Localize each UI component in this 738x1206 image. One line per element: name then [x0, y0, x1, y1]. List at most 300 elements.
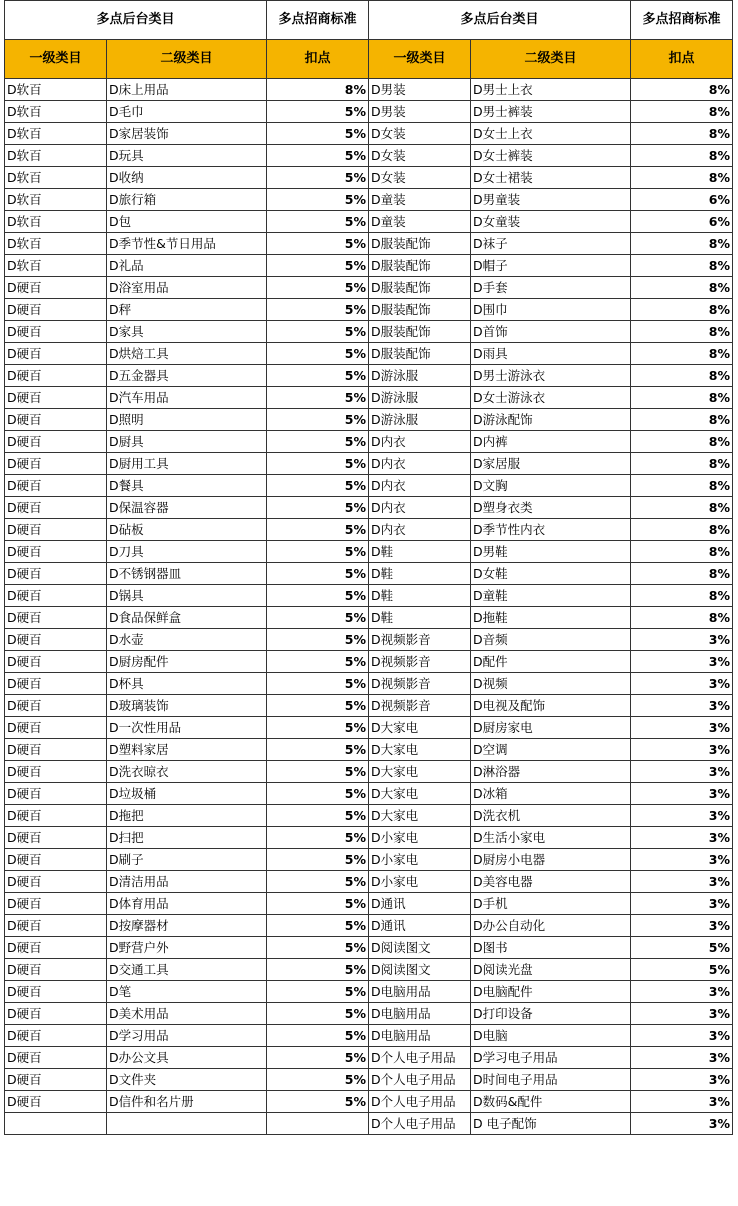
- right-level1-cell: D大家电: [369, 783, 471, 805]
- right-level2-cell: D电脑: [471, 1025, 631, 1047]
- left-level2-cell: D厨具: [107, 431, 267, 453]
- right-rate-cell: 5%: [631, 959, 733, 981]
- table-row: [5, 453, 733, 475]
- right-level1-cell: D大家电: [369, 805, 471, 827]
- left-level2-cell: D礼品: [107, 255, 267, 277]
- right-level1-cell: D童装: [369, 189, 471, 211]
- left-level2-cell: D塑料家居: [107, 739, 267, 761]
- right-rate-cell: 3%: [631, 981, 733, 1003]
- table-row: [5, 255, 733, 277]
- right-level1-cell: D视频影音: [369, 673, 471, 695]
- left-level1-cell: D硬百: [5, 629, 107, 651]
- right-level2-cell: D游泳配饰: [471, 409, 631, 431]
- right-rate-cell: 8%: [631, 255, 733, 277]
- left-level2-cell: D刀具: [107, 541, 267, 563]
- right-level2-cell: D男士游泳衣: [471, 365, 631, 387]
- left-level1-cell: D硬百: [5, 761, 107, 783]
- right-level2-cell: D配件: [471, 651, 631, 673]
- right-level1-cell: D个人电子用品: [369, 1069, 471, 1091]
- right-level2-cell: D手套: [471, 277, 631, 299]
- right-rate-cell: 8%: [631, 453, 733, 475]
- left-rate-cell: 5%: [267, 211, 369, 233]
- right-rate-cell: 8%: [631, 365, 733, 387]
- right-level1-cell: D视频影音: [369, 629, 471, 651]
- right-rate-cell: 8%: [631, 343, 733, 365]
- left-rate-cell: 5%: [267, 739, 369, 761]
- left-rate-cell: 5%: [267, 343, 369, 365]
- left-rate-cell: 5%: [267, 937, 369, 959]
- left-rate-cell: 5%: [267, 717, 369, 739]
- right-level1-cell: D女装: [369, 167, 471, 189]
- left-level2-cell: D学习用品: [107, 1025, 267, 1047]
- left-level1-cell: D软百: [5, 255, 107, 277]
- right-std-title: 多点招商标准: [631, 1, 733, 40]
- table-row: [5, 101, 733, 123]
- table-row: [5, 717, 733, 739]
- right-rate-cell: 3%: [631, 673, 733, 695]
- table-row: [5, 959, 733, 981]
- right-rate-cell: 8%: [631, 519, 733, 541]
- left-level1-cell: D硬百: [5, 519, 107, 541]
- right-rate-cell: 3%: [631, 1003, 733, 1025]
- right-rate-cell: 3%: [631, 651, 733, 673]
- table-row: [5, 937, 733, 959]
- left-rate-cell: 8%: [267, 79, 369, 101]
- right-level1-cell: D服装配饰: [369, 277, 471, 299]
- right-rate-cell: 3%: [631, 783, 733, 805]
- left-rate-cell: 5%: [267, 409, 369, 431]
- left-level1-cell: D硬百: [5, 739, 107, 761]
- left-rate-cell: 5%: [267, 1047, 369, 1069]
- left-rate-cell: 5%: [267, 299, 369, 321]
- right-level2-cell: D阅读光盘: [471, 959, 631, 981]
- right-rate-cell: 8%: [631, 145, 733, 167]
- right-rate-cell: 8%: [631, 475, 733, 497]
- right-level1-cell: D服装配饰: [369, 233, 471, 255]
- right-col-level1: 一级类目: [369, 40, 471, 79]
- left-rate-cell: 5%: [267, 915, 369, 937]
- right-rate-cell: 6%: [631, 211, 733, 233]
- right-group-title: 多点后台类目: [369, 1, 631, 40]
- left-level1-cell: D软百: [5, 123, 107, 145]
- right-rate-cell: 8%: [631, 233, 733, 255]
- right-level1-cell: D大家电: [369, 717, 471, 739]
- right-level2-cell: D男童装: [471, 189, 631, 211]
- left-rate-cell: 5%: [267, 893, 369, 915]
- left-level2-cell: D按摩器材: [107, 915, 267, 937]
- left-level1-cell: D硬百: [5, 431, 107, 453]
- left-level2-cell: D清洁用品: [107, 871, 267, 893]
- left-level2-cell: D汽车用品: [107, 387, 267, 409]
- right-level1-cell: D内衣: [369, 453, 471, 475]
- left-rate-cell: 5%: [267, 475, 369, 497]
- left-level2-cell: D厨用工具: [107, 453, 267, 475]
- table-row: [5, 123, 733, 145]
- right-rate-cell: 8%: [631, 607, 733, 629]
- right-level2-cell: D厨房小电器: [471, 849, 631, 871]
- left-level1-cell: D硬百: [5, 915, 107, 937]
- left-level2-cell: D野营户外: [107, 937, 267, 959]
- right-rate-cell: 3%: [631, 1113, 733, 1135]
- left-level2-cell: D杯具: [107, 673, 267, 695]
- right-level1-cell: D女装: [369, 123, 471, 145]
- right-rate-cell: 3%: [631, 1047, 733, 1069]
- table-row: [5, 893, 733, 915]
- table-row: [5, 673, 733, 695]
- right-level2-cell: D图书: [471, 937, 631, 959]
- left-level1-cell: D硬百: [5, 893, 107, 915]
- right-rate-cell: 8%: [631, 299, 733, 321]
- left-rate-cell: 5%: [267, 431, 369, 453]
- left-rate-cell: 5%: [267, 387, 369, 409]
- left-level1-cell: D硬百: [5, 497, 107, 519]
- right-level1-cell: D鞋: [369, 607, 471, 629]
- right-rate-cell: 8%: [631, 497, 733, 519]
- table-row: [5, 211, 733, 233]
- right-level1-cell: D小家电: [369, 827, 471, 849]
- right-level1-cell: D内衣: [369, 519, 471, 541]
- left-level1-cell: D软百: [5, 101, 107, 123]
- left-level2-cell: D玩具: [107, 145, 267, 167]
- left-level1-cell: D硬百: [5, 365, 107, 387]
- right-level2-cell: D塑身衣类: [471, 497, 631, 519]
- left-level2-cell: D收纳: [107, 167, 267, 189]
- table-row: [5, 145, 733, 167]
- left-rate-cell: 5%: [267, 959, 369, 981]
- left-level1-cell: D硬百: [5, 651, 107, 673]
- right-level2-cell: D数码&配件: [471, 1091, 631, 1113]
- right-rate-cell: 3%: [631, 629, 733, 651]
- left-level1-cell: D硬百: [5, 453, 107, 475]
- right-level2-cell: D音频: [471, 629, 631, 651]
- right-level1-cell: D童装: [369, 211, 471, 233]
- right-level1-cell: D电脑用品: [369, 1025, 471, 1047]
- right-level2-cell: D淋浴器: [471, 761, 631, 783]
- left-rate-cell: 5%: [267, 871, 369, 893]
- right-level1-cell: D视频影音: [369, 651, 471, 673]
- left-level1-cell: D软百: [5, 211, 107, 233]
- right-level1-cell: D小家电: [369, 849, 471, 871]
- table-row: [5, 365, 733, 387]
- left-level2-cell: D刷子: [107, 849, 267, 871]
- right-level1-cell: D大家电: [369, 761, 471, 783]
- right-level2-cell: D女士上衣: [471, 123, 631, 145]
- left-level1-cell: D硬百: [5, 387, 107, 409]
- left-level1-cell: D硬百: [5, 475, 107, 497]
- left-level1-cell: D软百: [5, 233, 107, 255]
- header-row-top: [5, 1, 733, 40]
- table-row: [5, 189, 733, 211]
- left-rate-cell: 5%: [267, 519, 369, 541]
- left-level2-cell: D锅具: [107, 585, 267, 607]
- table-row: [5, 1113, 733, 1135]
- left-level1-cell: D硬百: [5, 871, 107, 893]
- left-level1-cell: D软百: [5, 189, 107, 211]
- left-col-level1: 一级类目: [5, 40, 107, 79]
- right-level1-cell: D通讯: [369, 915, 471, 937]
- left-rate-cell: 5%: [267, 145, 369, 167]
- right-level1-cell: D内衣: [369, 475, 471, 497]
- left-level2-cell: [107, 1113, 267, 1135]
- right-level1-cell: D女装: [369, 145, 471, 167]
- right-rate-cell: 8%: [631, 101, 733, 123]
- left-level2-cell: D体育用品: [107, 893, 267, 915]
- left-level2-cell: D一次性用品: [107, 717, 267, 739]
- left-level1-cell: D硬百: [5, 1047, 107, 1069]
- right-rate-cell: 3%: [631, 827, 733, 849]
- table-body: [5, 79, 733, 1135]
- table-row: [5, 563, 733, 585]
- left-level2-cell: D水壶: [107, 629, 267, 651]
- table-row: [5, 651, 733, 673]
- right-level2-cell: D雨具: [471, 343, 631, 365]
- left-rate-cell: 5%: [267, 629, 369, 651]
- right-rate-cell: 5%: [631, 937, 733, 959]
- left-level2-cell: D玻璃装饰: [107, 695, 267, 717]
- left-rate-cell: 5%: [267, 497, 369, 519]
- left-rate-cell: 5%: [267, 541, 369, 563]
- right-col-rate: 扣点: [631, 40, 733, 79]
- right-level1-cell: D鞋: [369, 541, 471, 563]
- right-rate-cell: 8%: [631, 123, 733, 145]
- right-rate-cell: 8%: [631, 585, 733, 607]
- left-rate-cell: 5%: [267, 783, 369, 805]
- left-rate-cell: 5%: [267, 673, 369, 695]
- right-level1-cell: D服装配饰: [369, 343, 471, 365]
- right-level2-cell: D童鞋: [471, 585, 631, 607]
- right-level2-cell: D帽子: [471, 255, 631, 277]
- right-level1-cell: D男装: [369, 101, 471, 123]
- right-level2-cell: D袜子: [471, 233, 631, 255]
- right-level2-cell: D男士裤装: [471, 101, 631, 123]
- left-level1-cell: D硬百: [5, 541, 107, 563]
- right-level2-cell: D时间电子用品: [471, 1069, 631, 1091]
- table-row: [5, 277, 733, 299]
- right-level2-cell: D生活小家电: [471, 827, 631, 849]
- left-level2-cell: D餐具: [107, 475, 267, 497]
- table-row: [5, 805, 733, 827]
- left-rate-cell: 5%: [267, 563, 369, 585]
- left-level2-cell: D食品保鲜盒: [107, 607, 267, 629]
- left-rate-cell: [267, 1113, 369, 1135]
- left-level2-cell: D照明: [107, 409, 267, 431]
- left-level2-cell: D拖把: [107, 805, 267, 827]
- left-level1-cell: D硬百: [5, 343, 107, 365]
- left-level2-cell: D烘焙工具: [107, 343, 267, 365]
- left-rate-cell: 5%: [267, 981, 369, 1003]
- right-level2-cell: D 电子配饰: [471, 1113, 631, 1135]
- table-row: [5, 233, 733, 255]
- left-rate-cell: 5%: [267, 101, 369, 123]
- right-level1-cell: D服装配饰: [369, 321, 471, 343]
- left-level2-cell: D家具: [107, 321, 267, 343]
- table-row: [5, 519, 733, 541]
- left-level2-cell: D秤: [107, 299, 267, 321]
- right-rate-cell: 3%: [631, 1091, 733, 1113]
- left-level1-cell: D硬百: [5, 299, 107, 321]
- table-row: [5, 321, 733, 343]
- right-level2-cell: D打印设备: [471, 1003, 631, 1025]
- right-level1-cell: D个人电子用品: [369, 1113, 471, 1135]
- right-rate-cell: 3%: [631, 695, 733, 717]
- left-level2-cell: D旅行箱: [107, 189, 267, 211]
- right-level1-cell: D电脑用品: [369, 981, 471, 1003]
- right-level2-cell: D女士裤装: [471, 145, 631, 167]
- left-level2-cell: D季节性&节日用品: [107, 233, 267, 255]
- table-row: [5, 695, 733, 717]
- left-level2-cell: D床上用品: [107, 79, 267, 101]
- table-row: [5, 915, 733, 937]
- right-level1-cell: D阅读图文: [369, 937, 471, 959]
- left-level1-cell: D硬百: [5, 409, 107, 431]
- left-rate-cell: 5%: [267, 255, 369, 277]
- left-level2-cell: D不锈钢器皿: [107, 563, 267, 585]
- right-level2-cell: D文胸: [471, 475, 631, 497]
- left-level1-cell: D硬百: [5, 1003, 107, 1025]
- left-level1-cell: D硬百: [5, 1069, 107, 1091]
- left-level2-cell: D文件夹: [107, 1069, 267, 1091]
- right-rate-cell: 3%: [631, 893, 733, 915]
- header-row-columns: [5, 40, 733, 79]
- right-rate-cell: 3%: [631, 717, 733, 739]
- left-rate-cell: 5%: [267, 277, 369, 299]
- table-row: [5, 299, 733, 321]
- right-level2-cell: D空调: [471, 739, 631, 761]
- left-level2-cell: D办公文具: [107, 1047, 267, 1069]
- right-rate-cell: 8%: [631, 387, 733, 409]
- right-rate-cell: 8%: [631, 563, 733, 585]
- left-level1-cell: D硬百: [5, 695, 107, 717]
- left-level1-cell: D硬百: [5, 1025, 107, 1047]
- right-level1-cell: D男装: [369, 79, 471, 101]
- right-level2-cell: D男鞋: [471, 541, 631, 563]
- left-rate-cell: 5%: [267, 761, 369, 783]
- left-level1-cell: D硬百: [5, 1091, 107, 1113]
- left-rate-cell: 5%: [267, 167, 369, 189]
- right-level1-cell: D阅读图文: [369, 959, 471, 981]
- table-row: [5, 761, 733, 783]
- left-level1-cell: D硬百: [5, 849, 107, 871]
- table-row: [5, 849, 733, 871]
- left-level1-cell: D硬百: [5, 585, 107, 607]
- left-level2-cell: D扫把: [107, 827, 267, 849]
- left-level2-cell: D垃圾桶: [107, 783, 267, 805]
- right-rate-cell: 3%: [631, 761, 733, 783]
- table-row: [5, 1047, 733, 1069]
- left-level1-cell: D硬百: [5, 277, 107, 299]
- left-rate-cell: 5%: [267, 123, 369, 145]
- right-rate-cell: 3%: [631, 1025, 733, 1047]
- left-rate-cell: 5%: [267, 189, 369, 211]
- left-group-title: 多点后台类目: [5, 1, 267, 40]
- right-level1-cell: D鞋: [369, 585, 471, 607]
- left-col-rate: 扣点: [267, 40, 369, 79]
- table-row: [5, 167, 733, 189]
- left-level2-cell: D美术用品: [107, 1003, 267, 1025]
- right-level1-cell: D通讯: [369, 893, 471, 915]
- left-rate-cell: 5%: [267, 805, 369, 827]
- right-level2-cell: D电视及配饰: [471, 695, 631, 717]
- left-rate-cell: 5%: [267, 827, 369, 849]
- right-rate-cell: 3%: [631, 915, 733, 937]
- table-row: [5, 871, 733, 893]
- right-rate-cell: 8%: [631, 277, 733, 299]
- left-level2-cell: D厨房配件: [107, 651, 267, 673]
- table-row: [5, 475, 733, 497]
- table-row: [5, 1025, 733, 1047]
- right-rate-cell: 3%: [631, 849, 733, 871]
- left-level2-cell: D洗衣晾衣: [107, 761, 267, 783]
- right-rate-cell: 3%: [631, 739, 733, 761]
- right-level1-cell: D游泳服: [369, 365, 471, 387]
- left-std-title: 多点招商标准: [267, 1, 369, 40]
- right-level1-cell: D服装配饰: [369, 255, 471, 277]
- left-rate-cell: 5%: [267, 1091, 369, 1113]
- right-rate-cell: 8%: [631, 321, 733, 343]
- right-level1-cell: D个人电子用品: [369, 1047, 471, 1069]
- left-level1-cell: D硬百: [5, 607, 107, 629]
- left-level1-cell: D硬百: [5, 827, 107, 849]
- left-level2-cell: D保温容器: [107, 497, 267, 519]
- right-rate-cell: 3%: [631, 805, 733, 827]
- left-rate-cell: 5%: [267, 365, 369, 387]
- right-level2-cell: D洗衣机: [471, 805, 631, 827]
- table-row: [5, 541, 733, 563]
- left-level1-cell: D硬百: [5, 959, 107, 981]
- left-level1-cell: [5, 1113, 107, 1135]
- right-level2-cell: D视频: [471, 673, 631, 695]
- left-rate-cell: 5%: [267, 585, 369, 607]
- right-level1-cell: D小家电: [369, 871, 471, 893]
- table-row: [5, 387, 733, 409]
- right-rate-cell: 8%: [631, 409, 733, 431]
- left-level1-cell: D硬百: [5, 783, 107, 805]
- right-level2-cell: D电脑配件: [471, 981, 631, 1003]
- left-col-level2: 二级类目: [107, 40, 267, 79]
- commission-table: [4, 0, 733, 1135]
- left-rate-cell: 5%: [267, 607, 369, 629]
- left-level2-cell: D信件和名片册: [107, 1091, 267, 1113]
- left-level1-cell: D软百: [5, 79, 107, 101]
- left-level2-cell: D包: [107, 211, 267, 233]
- left-level1-cell: D硬百: [5, 981, 107, 1003]
- left-level2-cell: D五金器具: [107, 365, 267, 387]
- table-row: [5, 431, 733, 453]
- right-level1-cell: D游泳服: [369, 387, 471, 409]
- left-level2-cell: D砧板: [107, 519, 267, 541]
- right-rate-cell: 8%: [631, 541, 733, 563]
- left-level1-cell: D硬百: [5, 563, 107, 585]
- right-rate-cell: 6%: [631, 189, 733, 211]
- left-rate-cell: 5%: [267, 695, 369, 717]
- right-level2-cell: D办公自动化: [471, 915, 631, 937]
- left-level1-cell: D硬百: [5, 321, 107, 343]
- table-row: [5, 1069, 733, 1091]
- right-level2-cell: D厨房家电: [471, 717, 631, 739]
- table-row: [5, 409, 733, 431]
- left-rate-cell: 5%: [267, 453, 369, 475]
- table-row: [5, 1091, 733, 1113]
- right-rate-cell: 8%: [631, 431, 733, 453]
- left-level1-cell: D硬百: [5, 937, 107, 959]
- right-level1-cell: D服装配饰: [369, 299, 471, 321]
- left-rate-cell: 5%: [267, 1069, 369, 1091]
- left-rate-cell: 5%: [267, 233, 369, 255]
- left-rate-cell: 5%: [267, 321, 369, 343]
- left-level2-cell: D浴室用品: [107, 277, 267, 299]
- left-rate-cell: 5%: [267, 1003, 369, 1025]
- left-level2-cell: D家居装饰: [107, 123, 267, 145]
